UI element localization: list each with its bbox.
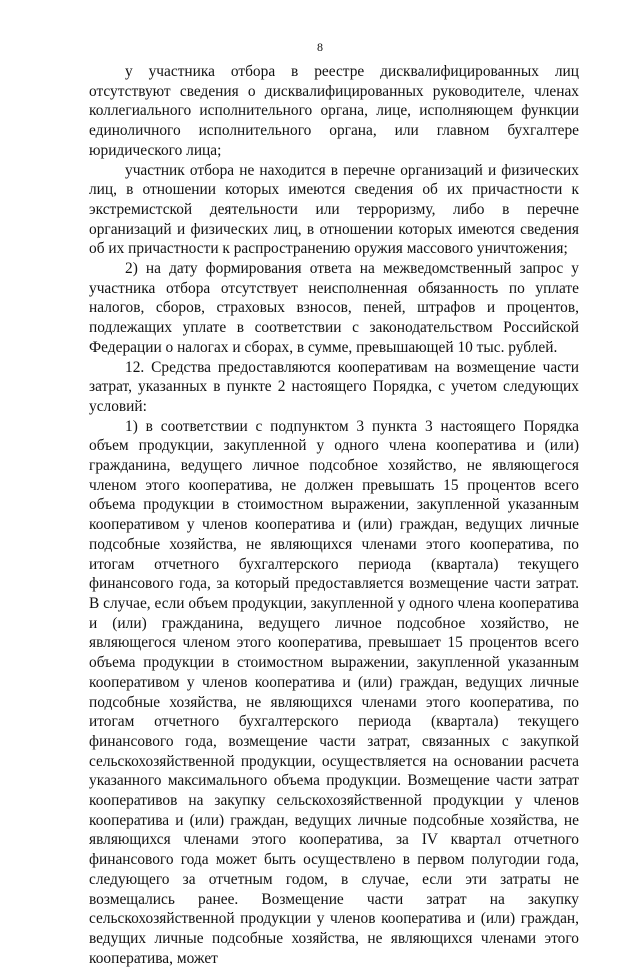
paragraph-condition-1: 1) в соответствии с подпунктом 3 пункта 3 настоящего Порядка объем продукции, закупленной у одного члена кооператива и (или) гражданина, ведущего личное подсобное хозяйство, не являющегося членом этого кооператива, не должен превышать 15 процентов всего объема продукции в стоимостном выражении, закупленной указанным кооперативом у членов кооператива и (или) граждан, ведущих личные подсобные хозяйства, не являющихся членами этого кооператива, по итогам отчетного бухгалтерского периода (квартала) текущего финансового года, за который предоставляется возмещение части затрат. В случае, если объем продукции, закупленной у одного члена кооператива и (или) гражданина, ведущего личное подсобное хозяйство, не являющегося членом этого кооператива, превышает 15 процентов всего объема продукции в стоимостном выражении, закупленной указанным кооперативом у членов кооператива и (или) граждан, ведущих личные подсобные хозяйства, не являющихся членами этого кооператива, по итогам отчетного бухгалтерского периода (квартала) текущего финансового года, возмещение части затрат, связанных с закупкой сельскохозяйственной продукции, осуществляется на основании расчета указанного максимального объема продукции. Возмещение части затрат кооперативов на закупку сельскохозяйственной продукции у членов кооператива и (или) граждан, ведущих личные подсобные хозяйства, не являющихся членами этого кооператива, за IV квартал отчетного финансового года может быть осуществлено в первом полугодии года, следующего за отчетным годом, в случае, если эти затраты не возмещались ранее. Возмещение части затрат на закупку сельскохозяйственной продукции у членов кооператива и (или) граждан, ведущих личные подсобные хозяйства, не являющихся членами этого кооператива, может — [89, 417, 579, 967]
page-number: 8 — [317, 40, 323, 54]
paragraph-extremism-list: участник отбора не находится в перечне организаций и физических лиц, в отношении которых имеются сведения об их причастности к экстремистской деятельности или терроризму, либо в перечне организаций и физических лиц, в отношении которых имеются сведения об их причастности к распространению оружия массового уничтожения; — [89, 161, 579, 258]
paragraph-disqualified-persons: у участника отбора в реестре дисквалифицированных лиц отсутствуют сведения о дисквалифицированных руководителе, членах коллегиального исполнительного органа, лице, исполняющем функции единоличного исполнительного органа, или главном бухгалтере юридического лица; — [89, 63, 579, 159]
paragraph-section-12: 12. Средства предоставляются кооперативам на возмещение части затрат, указанных в пункте 2 настоящего Порядка, с учетом следующих условий: — [89, 358, 579, 415]
document-body — [89, 62, 579, 968]
paragraph-tax-obligations: 2) на дату формирования ответа на межведомственный запрос у участника отбора отсутствует неисполненная обязанность по уплате налогов, сборов, страховых взносов, пеней, штрафов и процентов, подлежащих уплате в соответствии с законодательством Российской Федерации о налогах и сборах, в сумме, превышающей 10 тыс. рублей. — [89, 260, 579, 356]
